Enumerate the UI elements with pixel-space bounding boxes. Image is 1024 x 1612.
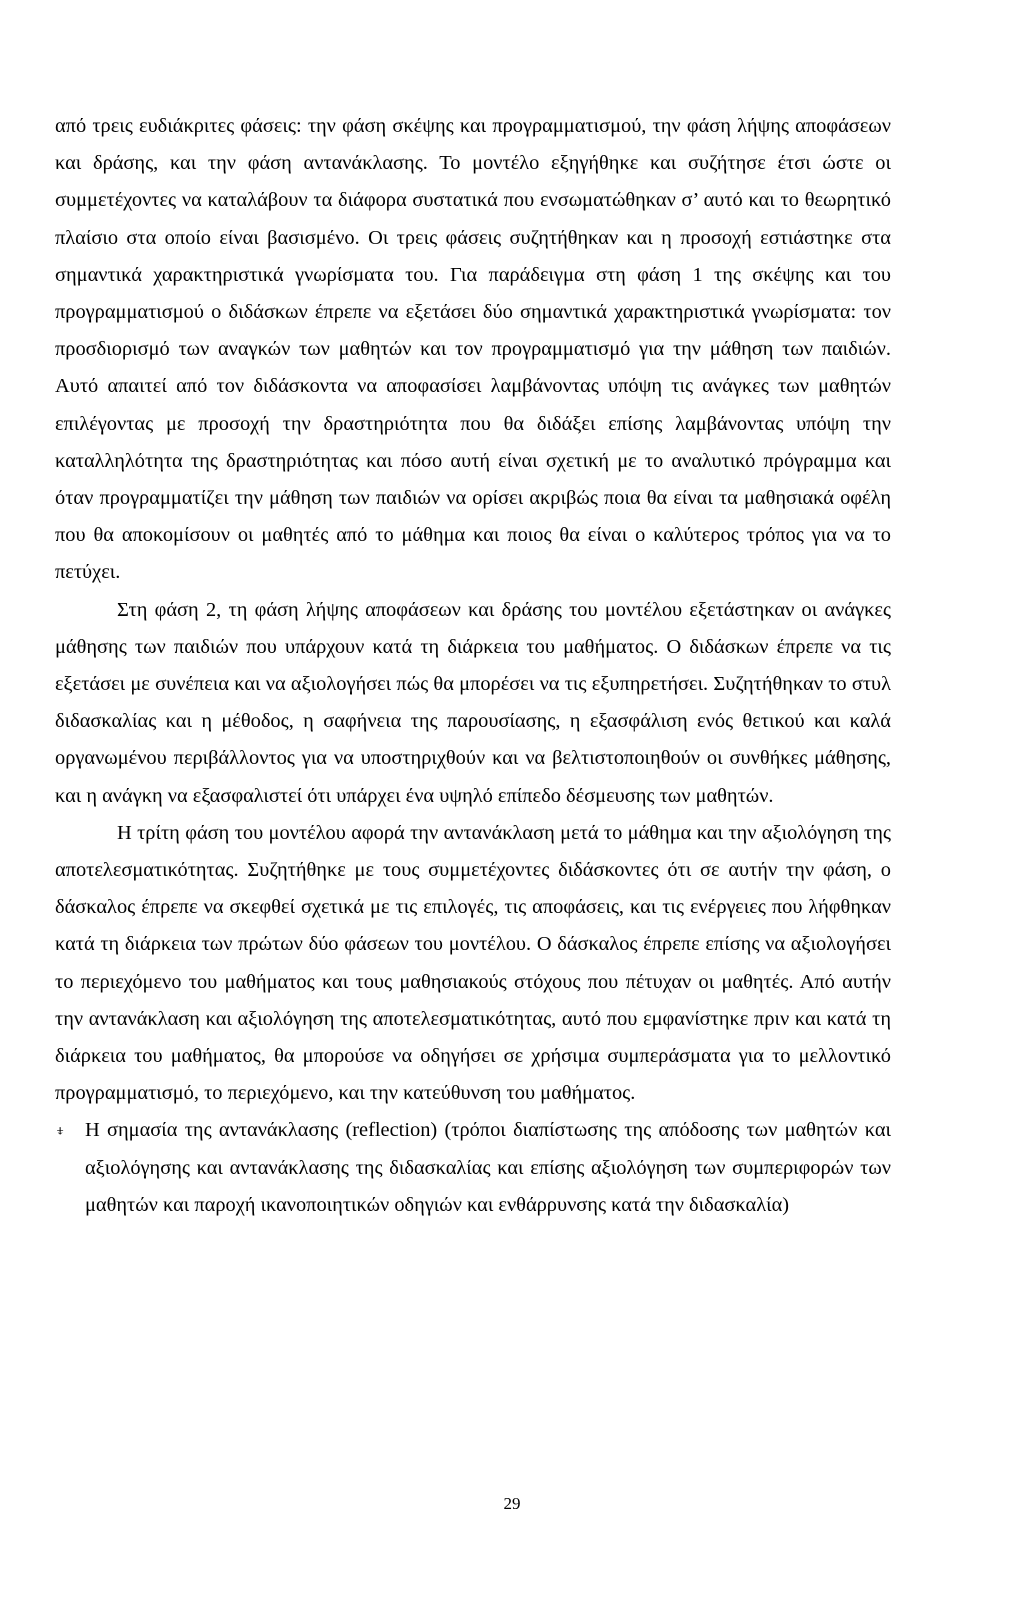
- page-number: 29: [503, 1494, 521, 1513]
- paragraph-phases-overview: από τρεις ευδιάκριτες φάσεις: την φάση σκέψης και προγραμματισμού, την φάση λήψης αποφάσεων και δράσης, και την φάση αντανάκλασης. Το μοντέλο εξηγήθηκε και συζήτησε έτσι ώστε οι συμμετέχοντες να καταλάβουν τα διάφορα συστατικά που ενσωματώθηκαν σ’ αυτό και το θεωρητικό πλαίσιο στα οποίο είναι βασισμένο. Οι τρεις φάσεις συζητήθηκαν και η προσοχή εστιάστηκε στα σημαντικά χαρακτηριστικά γνωρίσματα του. Για παράδειγμα στη φάση 1 της σκέψης και του προγραμματισμού ο διδάσκων έπρεπε να εξετάσει δύο σημαντικά χαρακτηριστικά γνωρίσματα: τον προσδιορισμό των αναγκών των μαθητών και τον προγραμματισμό για την μάθηση των παιδιών. Αυτό απαιτεί από τον διδάσκοντα να αποφασίσει λαμβάνοντας υπόψη τις ανάγκες των μαθητών επιλέγοντας με προσοχή την δραστηριότητα που θα διδάξει επίσης λαμβάνοντας υπόψη την καταλληλότητα της δραστηριότητας και πόσο αυτή είναι σχετική με το αναλυτικό πρόγραμμα και όταν προγραμματίζει την μάθηση των παιδιών να ορίσει ακριβώς ποια θα είναι τα μαθησιακά οφέλη που θα αποκομίσουν οι μαθητές από το μάθημα και ποιος θα είναι ο καλύτερος τρόπος για να το πετύχει.: [55, 115, 891, 584]
- bullet-item-reflection: [55, 1112, 891, 1224]
- document-body: [55, 108, 891, 1224]
- paragraph-phase-2: Στη φάση 2, τη φάση λήψης αποφάσεων και δράσης του μοντέλου εξετάστηκαν οι ανάγκες μάθησης των παιδιών που υπάρχουν κατά τη διάρκεια του μαθήματος. Ο διδάσκων έπρεπε να τις εξετάσει με συνέπεια και να αξιολογήσει πώς θα μπορέσει να τις εξυπηρετήσει. Συζητήθηκαν το στυλ διδασκαλίας και η μέθοδος, η σαφήνεια της παρουσίασης, η εξασφάλιση ενός θετικού και καλά οργανωμένου περιβάλλοντος για να υποστηριχθούν και να βελτιστοποιηθούν οι συνθήκες μάθησης, και η ανάγκη να εξασφαλιστεί ότι υπάρχει ένα υψηλό επίπεδο δέσμευσης των μαθητών.: [55, 598, 891, 807]
- arrow-bullet-icon: ⍖: [55, 1121, 66, 1141]
- paragraph-phase-3: Η τρίτη φάση του μοντέλου αφορά την αντανάκλαση μετά το μάθημα και την αξιολόγηση της αποτελεσματικότητας. Συζητήθηκε με τους συμμετέχοντες διδάσκοντες ότι σε αυτήν την φάση, ο δάσκαλος έπρεπε να σκεφθεί σχετικά με τις επιλογές, τις αποφάσεις, και τις ενέργειες που λήφθηκαν κατά τη διάρκεια των πρώτων δύο φάσεων του μοντέλου. Ο δάσκαλος έπρεπε επίσης να αξιολογήσει το περιεχόμενο του μαθήματος και τους μαθησιακούς στόχους που πέτυχαν οι μαθητές. Από αυτήν την αντανάκλαση και αξιολόγηση της αποτελεσματικότητας, αυτό που εμφανίστηκε πριν και κατά τη διάρκεια του μαθήματος, θα μπορούσε να οδηγήσει σε χρήσιμα συμπεράσματα για το μελλοντικό προγραμματισμό, το περιεχόμενο, και την κατεύθυνση του μαθήματος.: [55, 821, 891, 1105]
- bullet-item-text: Η σημασία της αντανάκλασης (reflection) (τρόποι διαπίστωσης της απόδοσης των μαθητών και αξιολόγησης και αντανάκλασης της διδασκαλίας και επίσης αξιολόγηση των συμπεριφορών των μαθητών και παροχή ικανοποιητικών οδηγιών και ενθάρρυνσης κατά την διδασκαλία): [85, 1119, 891, 1216]
